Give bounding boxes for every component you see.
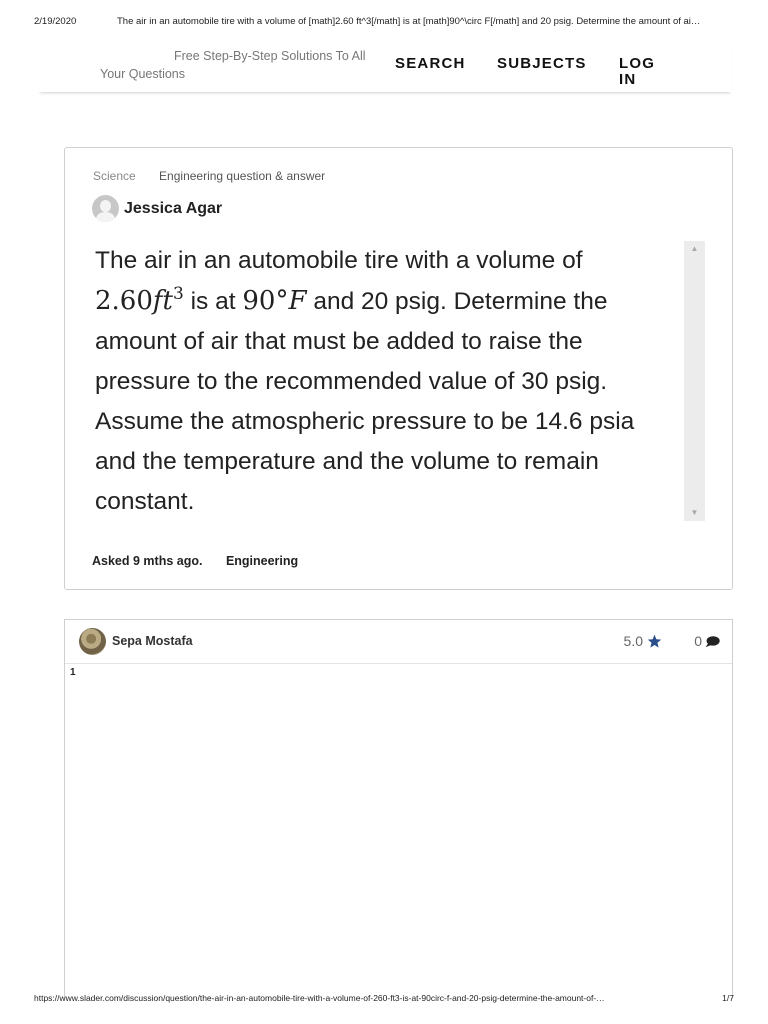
page-marker: 1 — [70, 667, 76, 678]
print-page-number: 1/7 — [722, 993, 734, 1003]
rating-value: 5.0 — [623, 633, 643, 649]
answer-comments[interactable] — [694, 633, 720, 649]
breadcrumb-engineering[interactable]: Engineering question & answer — [159, 169, 326, 183]
breadcrumb — [93, 169, 325, 183]
login-nav-link[interactable]: LOG IN — [619, 55, 656, 88]
answer-card — [64, 619, 733, 999]
subject-tag[interactable]: Engineering — [225, 554, 299, 568]
comment-count: 0 — [694, 633, 702, 649]
question-text: The air in an automobile tire with a volume of $2.60ft^3$ is at 90°F and 20 psig. Determine the amount of air that must be added to raise the pressure to the recommended value of 30 psig. Assume the atmospheric pressure to be 14.6 psia and the temperature and the volume to remain constant. — [95, 247, 635, 515]
print-url: https://www.slader.com/discussion/question/the-air-in-an-automobile-tire-with-a-volume-of-260-ft3-is-at-90circ-f-and-20-psig-determine-the-amount-of-… — [34, 993, 605, 1003]
top-navigation — [38, 40, 732, 92]
comment-icon[interactable] — [705, 635, 720, 648]
scroll-up-arrow-icon[interactable]: ▲ — [690, 244, 699, 253]
answer-rating — [624, 633, 662, 649]
print-page-title: The air in an automobile tire with a volume of [math]2.60 ft^3[/math] is at [math]90^\circ F[/math] and 20 psig. Determine the amount of ai… — [117, 16, 701, 27]
question-card — [64, 147, 733, 590]
scroll-down-arrow-icon[interactable]: ▼ — [690, 508, 699, 517]
asked-time: Asked 9 mths ago. — [92, 554, 203, 568]
search-nav-link[interactable]: SEARCH — [395, 55, 466, 72]
question-scrollbar[interactable] — [684, 241, 705, 521]
question-author — [92, 195, 222, 222]
avatar[interactable] — [79, 628, 106, 655]
answer-author-name[interactable]: Sepa Mostafa — [112, 634, 193, 648]
default-avatar-icon — [92, 195, 119, 222]
print-date: 2/19/2020 — [34, 16, 77, 27]
math-volume: $2.60ft^3$ — [95, 284, 184, 316]
question-meta — [92, 554, 298, 568]
star-icon[interactable] — [647, 634, 662, 648]
breadcrumb-science[interactable]: Science — [93, 169, 136, 183]
math-temperature: 90°F — [242, 286, 307, 316]
site-tagline: Free Step-By-Step Solutions To All Your Questions — [100, 49, 366, 81]
subjects-nav-link[interactable]: SUBJECTS — [497, 55, 587, 72]
answer-header — [65, 620, 732, 664]
author-name[interactable]: Jessica Agar — [124, 199, 223, 217]
